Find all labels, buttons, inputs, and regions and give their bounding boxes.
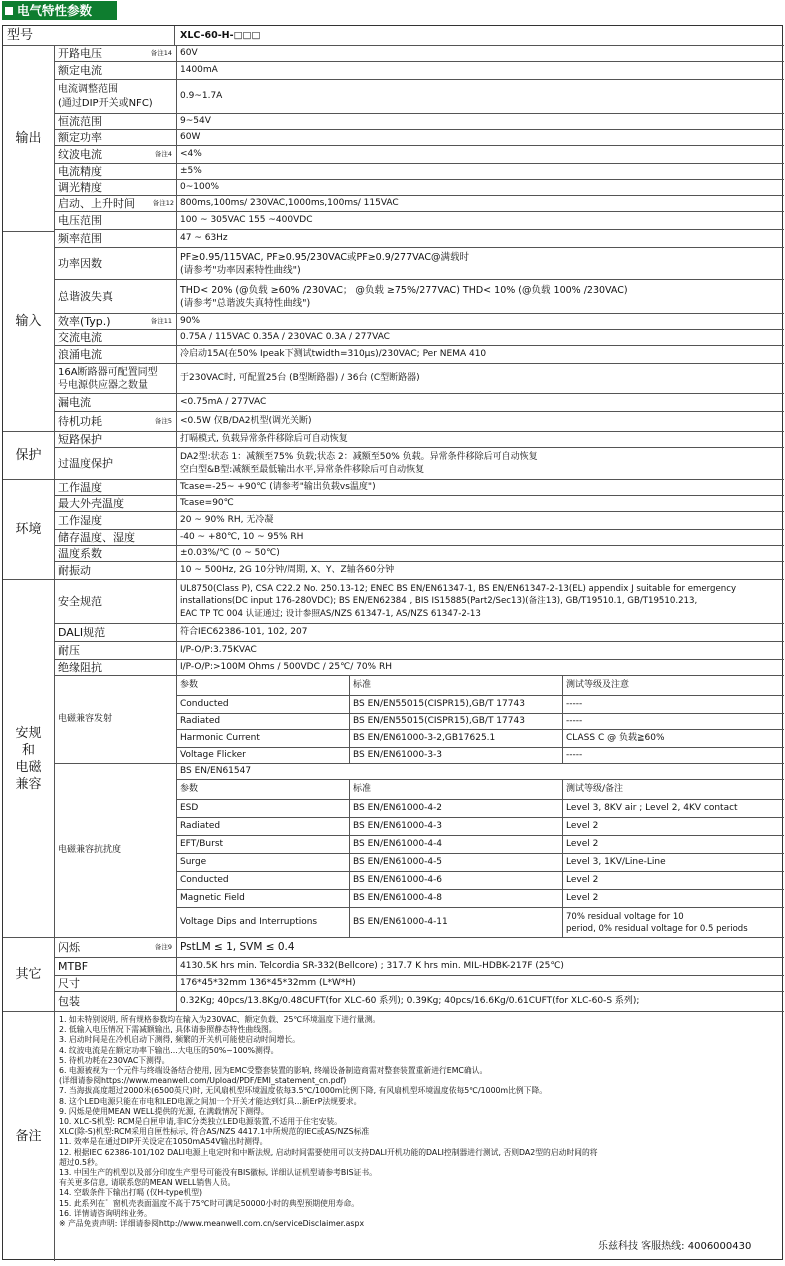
- input-row-label: 电压范围: [55, 212, 177, 230]
- emc-immunity-standard: BS EN/EN61547: [177, 764, 784, 780]
- emc-immunity-cell: Level 3, 8KV air ; Level 2, 4KV contact: [563, 800, 784, 818]
- emc-immunity-cell: Radiated: [177, 818, 350, 836]
- output-row-label: 额定功率: [55, 130, 177, 146]
- remark-line: 10. XLC-S机型: RCM是白匣申请,非IC分类独立LED电源装置,不适用于住宅安装。: [59, 1117, 342, 1127]
- input-row-value: 于230VAC时, 可配置25台 (B型断路器) / 36台 (C型断路器): [177, 364, 784, 394]
- remark-line: 4. 纹波电流是在额定功率下输出...大电压的50%~100%测得。: [59, 1045, 279, 1055]
- emc-emission-cell: -----: [563, 696, 784, 714]
- remark-line: 8. 这个LED电源只能在市电和LED电源之间加一个开关才能达到灯具...新ErP法规要求。: [59, 1096, 362, 1106]
- emc-emission-header: 参数: [177, 676, 350, 696]
- emc-emission-cell: BS EN/EN61000-3-3: [350, 748, 563, 764]
- emc-immunity-header: 测试等级/备注: [563, 780, 784, 800]
- environment-row-value: -40 ~ +80℃, 10 ~ 95% RH: [177, 530, 784, 546]
- emc-immunity-cell: BS EN/EN61000-4-11: [350, 908, 563, 938]
- remarks-section-label: 备注: [3, 1012, 55, 1261]
- section-header: [2, 1, 117, 20]
- emc-emission-label: 电磁兼容发射: [55, 676, 177, 764]
- others-row-value: 176*45*32mm 136*45*32mm (L*W*H): [177, 976, 784, 992]
- emc-emission-header: 测试等级及注意: [563, 676, 784, 696]
- withstand-value: I/P-O/P:3.75KVAC: [177, 642, 784, 660]
- output-row-value: <4%: [177, 146, 784, 164]
- remark-line: XLC(除-S)机型:RCM采用自匣性标示, 符合AS/NZS 4417.1中所规范的IEC或AS/NZS标准: [59, 1127, 370, 1137]
- emc-immunity-cell: Level 2: [563, 836, 784, 854]
- emc-immunity-cell: BS EN/EN61000-4-3: [350, 818, 563, 836]
- remark-line: 3. 启动时间是在冷机启动下测得, 频繁的开关机可能使启动时间增长。: [59, 1035, 300, 1045]
- output-row-value: 0~100%: [177, 180, 784, 196]
- output-row-label: 额定电流: [55, 62, 177, 80]
- emc-immunity-cell: Magnetic Field: [177, 890, 350, 908]
- emc-emission-cell: Radiated: [177, 714, 350, 730]
- input-row-label: 16A断路器可配置同型 号电源供应器之数量: [55, 364, 177, 394]
- footer-hotline: 乐兹科技 客服热线: 4006000430: [598, 1241, 752, 1252]
- square-icon: [5, 7, 13, 15]
- output-row-value: 800ms,100ms/ 230VAC,1000ms,100ms/ 115VAC: [177, 196, 784, 212]
- output-row-value: 60V: [177, 46, 784, 62]
- emc-emission-cell: CLASS C @ 负载≧60%: [563, 730, 784, 748]
- safety-standards-label: 安全规范: [55, 580, 177, 624]
- remark-line: 2. 低输入电压情况下需减额输出, 具体请参照静态特性曲线图。: [59, 1025, 277, 1035]
- output-row-value: ±5%: [177, 164, 784, 180]
- remark-line: 有关更多信息, 请联系您的MEAN WELL销售人员。: [59, 1178, 236, 1188]
- emc-immunity-cell: BS EN/EN61000-4-5: [350, 854, 563, 872]
- remark-line: 16. 详情请咨询明纬业务。: [59, 1208, 152, 1218]
- emc-immunity-cell: BS EN/EN61000-4-6: [350, 872, 563, 890]
- output-section-label: 输出: [3, 46, 55, 232]
- environment-row-value: Tcase=-25~ +90℃ (请参考"输出负载vs温度"): [177, 480, 784, 496]
- emc-immunity-label: 电磁兼容抗扰度: [55, 764, 177, 938]
- section-header-title: 电气特性参数: [17, 3, 93, 18]
- emc-emission-cell: Voltage Flicker: [177, 748, 350, 764]
- safety-emc-section-label: 安规 和 电磁 兼容: [3, 580, 55, 938]
- emc-emission-cell: Harmonic Current: [177, 730, 350, 748]
- emc-emission-cell: BS EN/EN61000-3-2,GB17625.1: [350, 730, 563, 748]
- others-row-value: 4130.5K hrs min. Telcordia SR-332(Bellcore) ; 317.7 K hrs min. MIL-HDBK-217F (25℃): [177, 958, 784, 976]
- remark-line: 7. 当海拔高度超过2000米(6500英尺)时, 无风扇机型环境温度依每3.5℃/1000m比例下降, 有风扇机型环境温度依每5℃/1000m比例下降。: [59, 1086, 548, 1096]
- isolation-value: I/P-O/P:>100M Ohms / 500VDC / 25℃/ 70% RH: [177, 660, 784, 676]
- remark-line: 1. 如未特别说明, 所有规格参数均在输入为230VAC、额定负载、25℃环境温度下进行量测。: [59, 1015, 381, 1024]
- emc-immunity-cell: 70% residual voltage for 10 period, 0% residual voltage for 0.5 periods: [563, 908, 784, 938]
- others-row-label: 闪烁 备注9: [55, 938, 177, 958]
- input-row-label: 总谐波失真: [55, 280, 177, 314]
- output-row-value: 60W: [177, 130, 784, 146]
- input-row-label: 待机功耗 备注5: [55, 412, 177, 432]
- input-row-value: 90%: [177, 314, 784, 330]
- input-row-value: PF≥0.95/115VAC, PF≥0.95/230VAC或PF≥0.9/277VAC@满载时 (请参考"功率因素特性曲线"): [177, 248, 784, 280]
- remark-line: 超过0.5秒。: [59, 1157, 103, 1167]
- environment-row-value: 10 ~ 500Hz, 2G 10分钟/周期, X、Y、Z轴各60分钟: [177, 562, 784, 580]
- input-section-label: 输入: [3, 212, 55, 432]
- remarks-list: [55, 1012, 784, 1261]
- emc-emission-cell: -----: [563, 714, 784, 730]
- emc-emission-header: 标准: [350, 676, 563, 696]
- emc-emission-cell: Conducted: [177, 696, 350, 714]
- dali-value: 符合IEC62386-101, 102, 207: [177, 624, 784, 642]
- emc-emission-cell: -----: [563, 748, 784, 764]
- withstand-label: 耐压: [55, 642, 177, 660]
- input-row-label: 浪涌电流: [55, 346, 177, 364]
- others-row-label: 尺寸: [55, 976, 177, 992]
- remark-line: 9. 闪烁是使用MEAN WELL提供的光源, 在满载情况下测得。: [59, 1106, 269, 1116]
- input-row-value: THD< 20% (@负载 ≥60% /230VAC； @负载 ≥75%/277VAC) THD< 10% (@负载 100% /230VAC) (请参考"总谐波失真特性曲线"): [177, 280, 784, 314]
- environment-row-label: 耐振动: [55, 562, 177, 580]
- emc-emission-cell: BS EN/EN55015(CISPR15),GB/T 17743: [350, 696, 563, 714]
- protection-section-label: 保护: [3, 432, 55, 480]
- emc-immunity-header: 标准: [350, 780, 563, 800]
- input-row-value: 冷启动15A(在50% Ipeak下测试twidth=310µs)/230VAC; Per NEMA 410: [177, 346, 784, 364]
- output-row-label: 开路电压 备注14: [55, 46, 177, 62]
- output-row-label: 启动、上升时间 备注12: [55, 196, 177, 212]
- protection-row-value: DA2型:状态 1：减额至75% 负载;状态 2：减额至50% 负载。异常条件移除后可自动恢复 空白型&B型:减额至最低输出水平,异常条件移除后可自动恢复: [177, 448, 784, 480]
- protection-row-label: 过温度保护: [55, 448, 177, 480]
- safety-standards-value: UL8750(Class P), CSA C22.2 No. 250.13-12; ENEC BS EN/EN61347-1, BS EN/EN61347-2-13(EL) appendix J suitable for emergency installations(DC input 176-280VDC); BS EN/EN62384 , BIS IS15885(Part2/Sec13)(备注13), GB/T19510.1, GB/T19510.213, EAC TP TC 004 认证通过; 设计参照AS/NZS 61347-1, AS/NZS 61347-2-13: [177, 580, 784, 624]
- remark-line: 11. 效率是在通过DIP开关设定在1050mA54V输出时测得。: [59, 1137, 268, 1147]
- environment-row-label: 温度系数: [55, 546, 177, 562]
- remark-line: 13. 中国生产的机型以及部分印度生产型号可能没有BIS徽标, 详细认证机型请参考BIS证书。: [59, 1168, 377, 1178]
- model-label: 型号: [3, 26, 175, 46]
- remark-line: 15. 此系列在゛窗机壳表面温度不高于75℃时可满足50000小时的典型预期使用寿命。: [59, 1198, 360, 1208]
- output-row-label: 纹波电流 备注4: [55, 146, 177, 164]
- emc-immunity-cell: Surge: [177, 854, 350, 872]
- others-row-label: MTBF: [55, 958, 177, 976]
- environment-row-value: Tcase=90℃: [177, 496, 784, 512]
- others-row-value: 0.32Kg; 40pcs/13.8Kg/0.48CUFT(for XLC-60 系列); 0.39Kg; 40pcs/16.6Kg/0.61CUFT(for XLC-60-S 系列);: [177, 992, 784, 1012]
- emc-immunity-cell: Voltage Dips and Interruptions: [177, 908, 350, 938]
- input-row-value: 100 ~ 305VAC 155 ~400VDC: [177, 212, 784, 230]
- output-row-label: 电流精度: [55, 164, 177, 180]
- environment-row-label: 工作湿度: [55, 512, 177, 530]
- emc-immunity-cell: BS EN/EN61000-4-2: [350, 800, 563, 818]
- emc-immunity-cell: BS EN/EN61000-4-8: [350, 890, 563, 908]
- input-row-label: 交流电流: [55, 330, 177, 346]
- model-value: XLC-60-H-□□□: [175, 26, 784, 46]
- input-row-label: 漏电流: [55, 394, 177, 412]
- emc-immunity-cell: Conducted: [177, 872, 350, 890]
- environment-row-label: 工作温度: [55, 480, 177, 496]
- others-row-label: 包装: [55, 992, 177, 1012]
- output-row-label: 调光精度: [55, 180, 177, 196]
- protection-row-label: 短路保护: [55, 432, 177, 448]
- environment-section-label: 环境: [3, 480, 55, 580]
- environment-row-value: 20 ~ 90% RH, 无冷凝: [177, 512, 784, 530]
- emc-immunity-cell: Level 2: [563, 890, 784, 908]
- input-row-label: 频率范围: [55, 230, 177, 248]
- remark-line: ※ 产品免责声明: 详细请参阅http://www.meanwell.com.cn/serviceDisclaimer.aspx: [59, 1219, 365, 1229]
- emc-immunity-cell: Level 2: [563, 872, 784, 890]
- input-row-value: <0.5W 仅B/DA2机型(调光关断): [177, 412, 784, 432]
- emc-immunity-header: 参数: [177, 780, 350, 800]
- output-row-value: 1400mA: [177, 62, 784, 80]
- emc-immunity-cell: Level 2: [563, 818, 784, 836]
- remark-line: 12. 根据IEC 62386-101/102 DALI电源上电定时和中断法规, 启动时间需要使用可以支持DALI开机功能的DALI控制器进行测试, 否则DA2型的启动时间的将: [59, 1147, 598, 1157]
- others-section-label: 其它: [3, 938, 55, 1012]
- emc-immunity-cell: Level 3, 1KV/Line-Line: [563, 854, 784, 872]
- input-row-value: 47 ~ 63Hz: [177, 230, 784, 248]
- emc-immunity-cell: BS EN/EN61000-4-4: [350, 836, 563, 854]
- remark-line: (详细请参阅https://www.meanwell.com/Upload/PDF/EMI_statement_cn.pdf): [59, 1076, 347, 1086]
- remark-line: 6. 电源被视为一个元件与终端设备结合使用, 因为EMC受整套装置的影响, 终端设备制造商需对整套装置重新进行EMC确认。: [59, 1066, 488, 1076]
- isolation-label: 绝缘阻抗: [55, 660, 177, 676]
- output-row-label: 电流调整范围 (通过DIP开关或NFC): [55, 80, 177, 114]
- environment-row-value: ±0.03%/℃ (0 ~ 50℃): [177, 546, 784, 562]
- spec-table: [2, 25, 783, 1260]
- protection-row-value: 打嗝模式, 负载异常条件移除后可自动恢复: [177, 432, 784, 448]
- emc-emission-cell: BS EN/EN55015(CISPR15),GB/T 17743: [350, 714, 563, 730]
- others-row-value: PstLM ≤ 1, SVM ≤ 0.4: [177, 938, 784, 958]
- remark-line: 14. 空载条件下输出打嗝 (仅H-type机型): [59, 1188, 203, 1198]
- environment-row-label: 最大外壳温度: [55, 496, 177, 512]
- input-row-label: 效率(Typ.) 备注11: [55, 314, 177, 330]
- emc-immunity-cell: ESD: [177, 800, 350, 818]
- output-row-label: 恒流范围: [55, 114, 177, 130]
- remark-line: 5. 待机功耗在230VAC下测得。: [59, 1055, 170, 1065]
- dali-label: DALI规范: [55, 624, 177, 642]
- input-row-value: 0.75A / 115VAC 0.35A / 230VAC 0.3A / 277VAC: [177, 330, 784, 346]
- emc-immunity-cell: EFT/Burst: [177, 836, 350, 854]
- input-row-value: <0.75mA / 277VAC: [177, 394, 784, 412]
- input-row-label: 功率因数: [55, 248, 177, 280]
- output-row-value: 0.9~1.7A: [177, 80, 784, 114]
- environment-row-label: 储存温度、湿度: [55, 530, 177, 546]
- output-row-value: 9~54V: [177, 114, 784, 130]
